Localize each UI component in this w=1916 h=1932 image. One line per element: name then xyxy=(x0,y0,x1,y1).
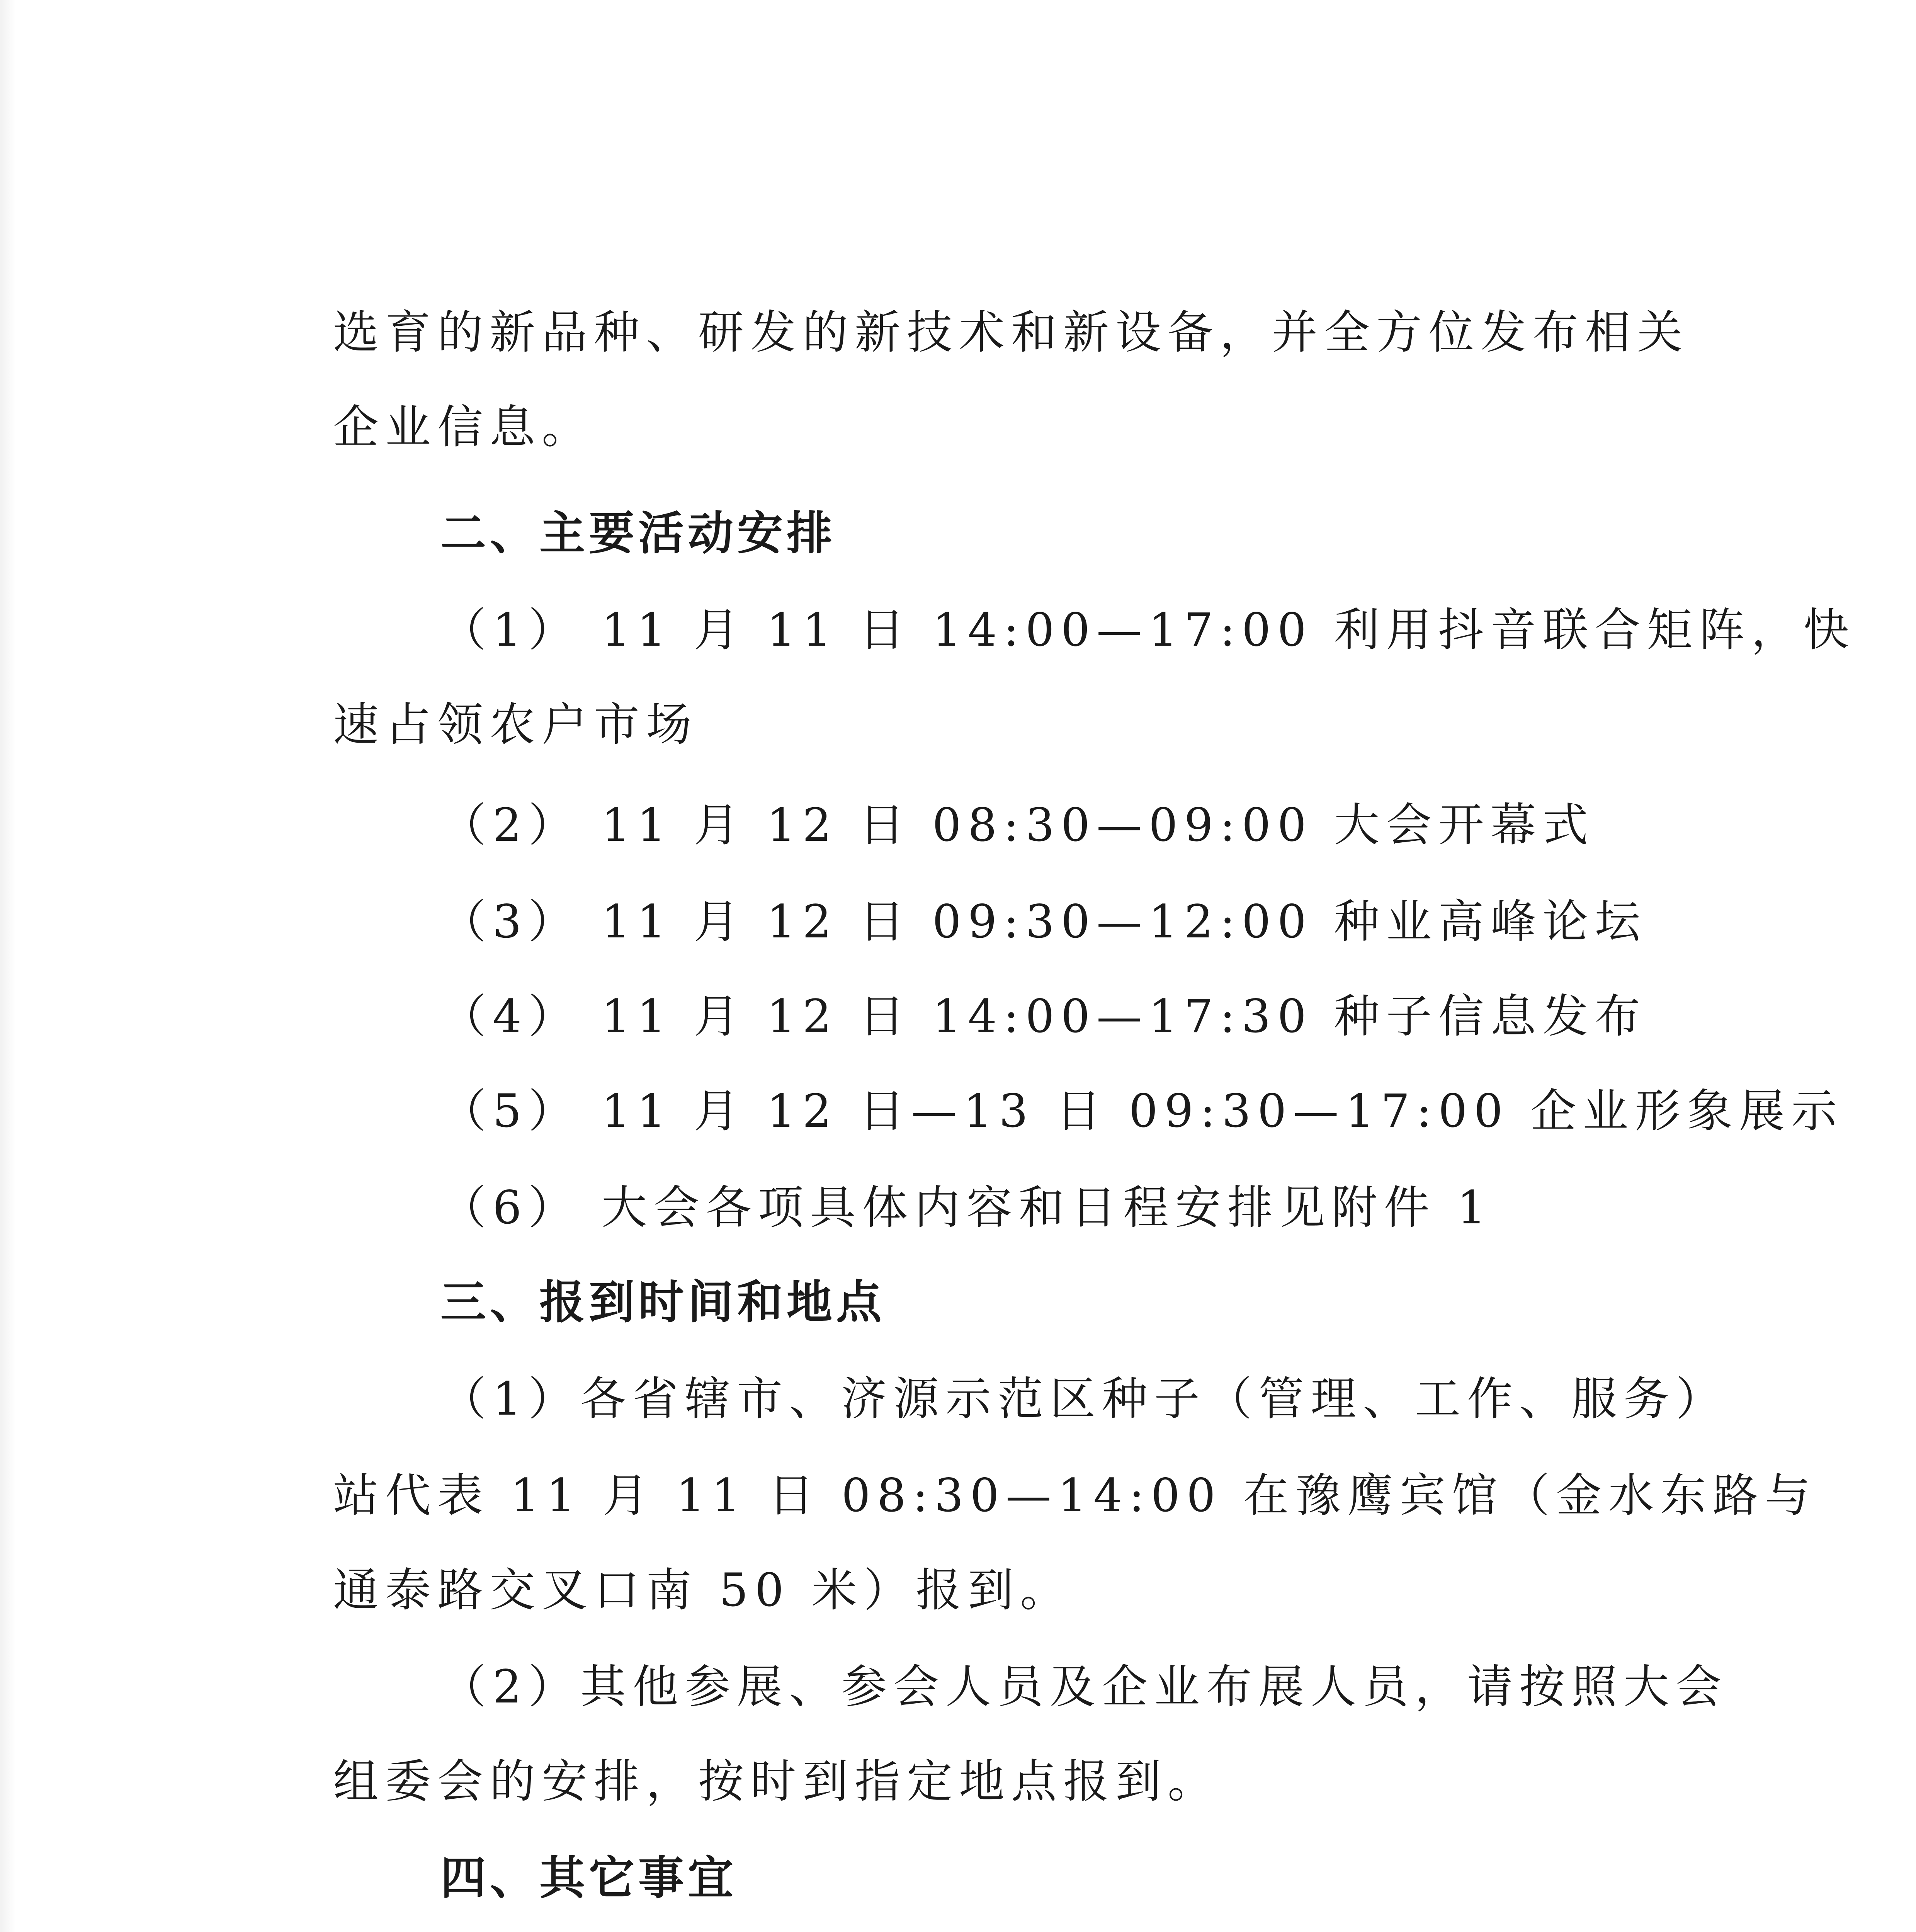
body-line-activity-2: （2） 11 月 12 日 08:30—09:00 大会开幕式 xyxy=(440,798,1595,852)
body-line-activity-1-cont: 速占领农户市场 xyxy=(333,698,699,751)
body-line-checkin-1-cont: 站代表 11 月 11 日 08:30—14:00 在豫鹰宾馆（金水东路与 xyxy=(333,1469,1817,1522)
body-line-2: 企业信息。 xyxy=(333,400,594,454)
section-heading-2: 二、主要活动安排 xyxy=(440,507,836,560)
body-line-activity-3: （3） 11 月 12 日 09:30—12:00 种业高峰论坛 xyxy=(440,895,1647,948)
section-heading-4: 四、其它事宜 xyxy=(440,1851,738,1905)
body-line-activity-4: （4） 11 月 12 日 14:00—17:30 种子信息发布 xyxy=(440,990,1647,1043)
body-line-checkin-1-end: 通泰路交叉口南 50 米）报到。 xyxy=(333,1563,1073,1617)
body-line-checkin-2-cont: 组委会的安排，按时到指定地点报到。 xyxy=(333,1755,1220,1808)
body-line-checkin-1: （1）各省辖市、济源示范区种子（管理、工作、服务） xyxy=(440,1372,1728,1425)
scan-left-edge xyxy=(0,0,15,1932)
body-line-activity-6: （6） 大会各项具体内容和日程安排见附件 1 xyxy=(440,1181,1493,1234)
section-heading-3: 三、报到时间和地点 xyxy=(440,1276,886,1329)
body-line-1: 选育的新品种、研发的新技术和新设备，并全方位发布相关 xyxy=(333,306,1690,359)
body-line-checkin-2: （2）其他参展、参会人员及企业布展人员，请按照大会 xyxy=(440,1660,1728,1713)
body-line-activity-1: （1） 11 月 11 日 14:00—17:00 利用抖音联合矩阵，快 xyxy=(440,603,1856,656)
body-line-activity-5: （5） 11 月 12 日—13 日 09:30—17:00 企业形象展示 xyxy=(440,1084,1844,1138)
